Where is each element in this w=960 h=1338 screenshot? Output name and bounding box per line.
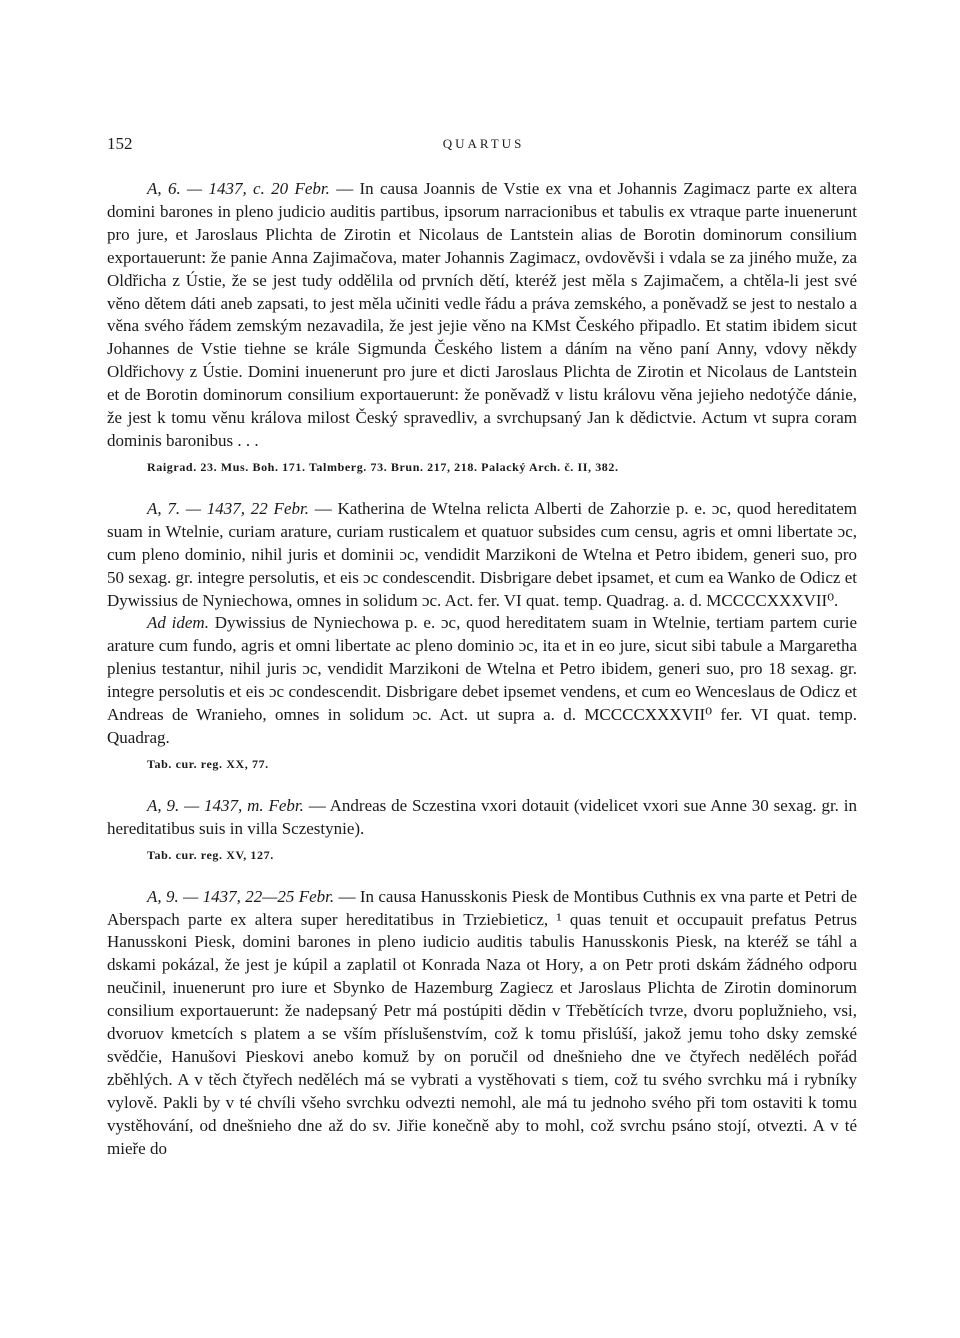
entry-text: — In causa Joannis de Vstie ex vna et Johannis Zagimacz parte ex altera domini barones in pleno judicio auditis partibus, ipsorum narracionibus et tabulis ex vtraque parte inuenerunt pro jure, et Jaroslaus Plichta de Zirotin et Nicolaus de Lantstein alias de Borotin dominorum consilium exportauerunt: že panie Anna Zajimačova, mater Johannis Zagimacz, ovdověvši i vdala se za jiného muže, za Oldřicha z Ústie, že se jest tudy oddělila od prvních dětí, kteréž jest měla s Zajimačem, a chtěla-li jest své věno dětem dáti aneb zapsati, to jest měla učiniti vedle řádu a práva zemského, a poněvadž se jest to nestalo a věna svého řádem zemským nezavadila, že jest jejie věno na KMst Českého připadlo. Et statim ibidem sicut Johannes de Vstie tiehne se krále Sigmunda Českého listem a dáním na věno paní Anny, vdovy někdy Oldřichovy z Ústie. Domini inuenerunt pro jure et dicti Jaroslaus Plichta de Zirotin et Nicolaus de Lantstein et de Borotin dominorum consilium exportauerunt: že poněvadž v listu královu věna jejieho nedotýče dánie, že jest k tomu věnu králova milost Český spravedliv, a svrchupsaný Jan k dědictvie. Actum vt supra coram dominis baronibus . . . (107, 179, 857, 450)
entry-heading: A, 9. — 1437, 22—25 Febr. (147, 886, 335, 906)
body-text (107, 178, 857, 1161)
entry-heading: Ad idem. (147, 613, 209, 633)
page-header (107, 134, 860, 158)
source-reference: Raigrad. 23. Mus. Boh. 171. Talmberg. 73. Brun. 217, 218. Palacký Arch. č. II, 382. (147, 459, 619, 474)
entry-paragraph (107, 795, 857, 841)
entry-paragraph (107, 612, 857, 749)
entry-a7 (107, 498, 857, 775)
source-reference: Tab. cur. reg. XV, 127. (147, 847, 274, 862)
entry-heading: A, 9. — 1437, m. Febr. (147, 795, 304, 815)
entry-text: — In causa Hanusskonis Piesk de Montibus Cuthnis ex vna parte et Petri de Aberspach parte ex altera super hereditatibus in Trziebieticz, ¹ quas tenuit et occupauit prefatus Petrus Hanusskoni Piesk, domini barones in pleno iudicio auditis tabulis Hanusskonis Piesk, na kteréž se táhl a dskami pokázal, že jest je kúpil a zaplatil ot Konrada Naza ot Hory, a on Petr proti dskám žádného odporu neučinil, inuenerunt pro iure et Sbynko de Hazemburg Zagiecz et Jaroslaus Plichta de Zirotin dominorum consilium exportauerunt: že nadepsaný Petr má postúpiti dědin v Třebětících tvrze, dvoru poplužnieho, vsi, dvoruov kmetcích s platem a se vším příslušenstvím, což k tomu přislúší, jakož jemu toho dsky zemské svědčie, Hanušovi Pieskovi anebo komuž by on poručil od dnešnieho dne ve čtyřech neděléch pořád zběhlých. A v těch čtyřech neděléch má se vybrati a vystěhovati s tiem, což tu svého svrchku má i rybníky vylově. Pakli by v té chvíli všeho svrchku odvezti nemohl, ale má tu jednoho svého při tom ostaviti k tomu vystěhování, od dnešnieho dne až do sv. Jiřie konečně aby to mohl, což svrchu psáno stojí, otvezti. A v té mieře do (107, 886, 857, 1158)
source-reference: Tab. cur. reg. XX, 77. (147, 756, 269, 771)
entry-a6 (107, 178, 857, 478)
entry-a9-causa (107, 886, 857, 1161)
page-number: 152 (107, 134, 133, 153)
entry-paragraph (107, 886, 857, 1161)
entry-paragraph (107, 178, 857, 453)
entry-text: — Andreas de Sczestina vxori dotauit (videlicet vxori sue Anne 30 sexag. gr. in hereditatibus suis in villa Sczestynie). (107, 795, 857, 838)
entry-text: Dywissius de Nyniechowa p. e. ɔc, quod hereditatem suam in Wtelnie, tertiam partem curie arature cum fundo, agris et omni libertate ac pleno dominio ɔc, ita et in eo jure, sicut sibi tabule a Margaretha plenius testantur, nihil juris ɔc, vendidit Marzikoni de Wtelna et Petro ibidem, generi suo, pro 18 sexag. gr. integre persolutis et eis ɔc condescendit. Disbrigare debet ipsemet vendens, et cum eo Wenceslaus de Odicz et Andreas de Wranieho, omnes in solidum ɔc. Act. ut supra a. d. MCCCCXXXVII⁰ fer. VI quat. temp. Quadrag. (107, 613, 857, 747)
entry-text: — Katherina de Wtelna relicta Alberti de Zahorzie p. e. ɔc, quod hereditatem suam in Wtelnie, curiam arature, curiam rusticalem et quatuor subsides cum censu, agris et omni libertate ɔc, cum pleno dominio, nihil juris et dominii ɔc, vendidit Marzikoni de Wtelna et Petro ibidem, generi suo, pro 50 sexag. gr. integre persolutis, et eis ɔc condescendit. Disbrigare debet ipsamet, et cum ea Wanko de Odicz et Dywissius de Nyniechowa, omnes in solidum ɔc. Act. fer. VI quat. temp. Quadrag. a. d. MCCCCXXXVII⁰. (107, 498, 857, 610)
running-title: QUARTUS (442, 136, 525, 151)
entry-heading: A, 7. — 1437, 22 Febr. (147, 498, 309, 518)
entry-paragraph (107, 498, 857, 613)
entry-heading: A, 6. — 1437, c. 20 Febr. (147, 179, 330, 198)
entry-a9-dotation (107, 795, 857, 866)
